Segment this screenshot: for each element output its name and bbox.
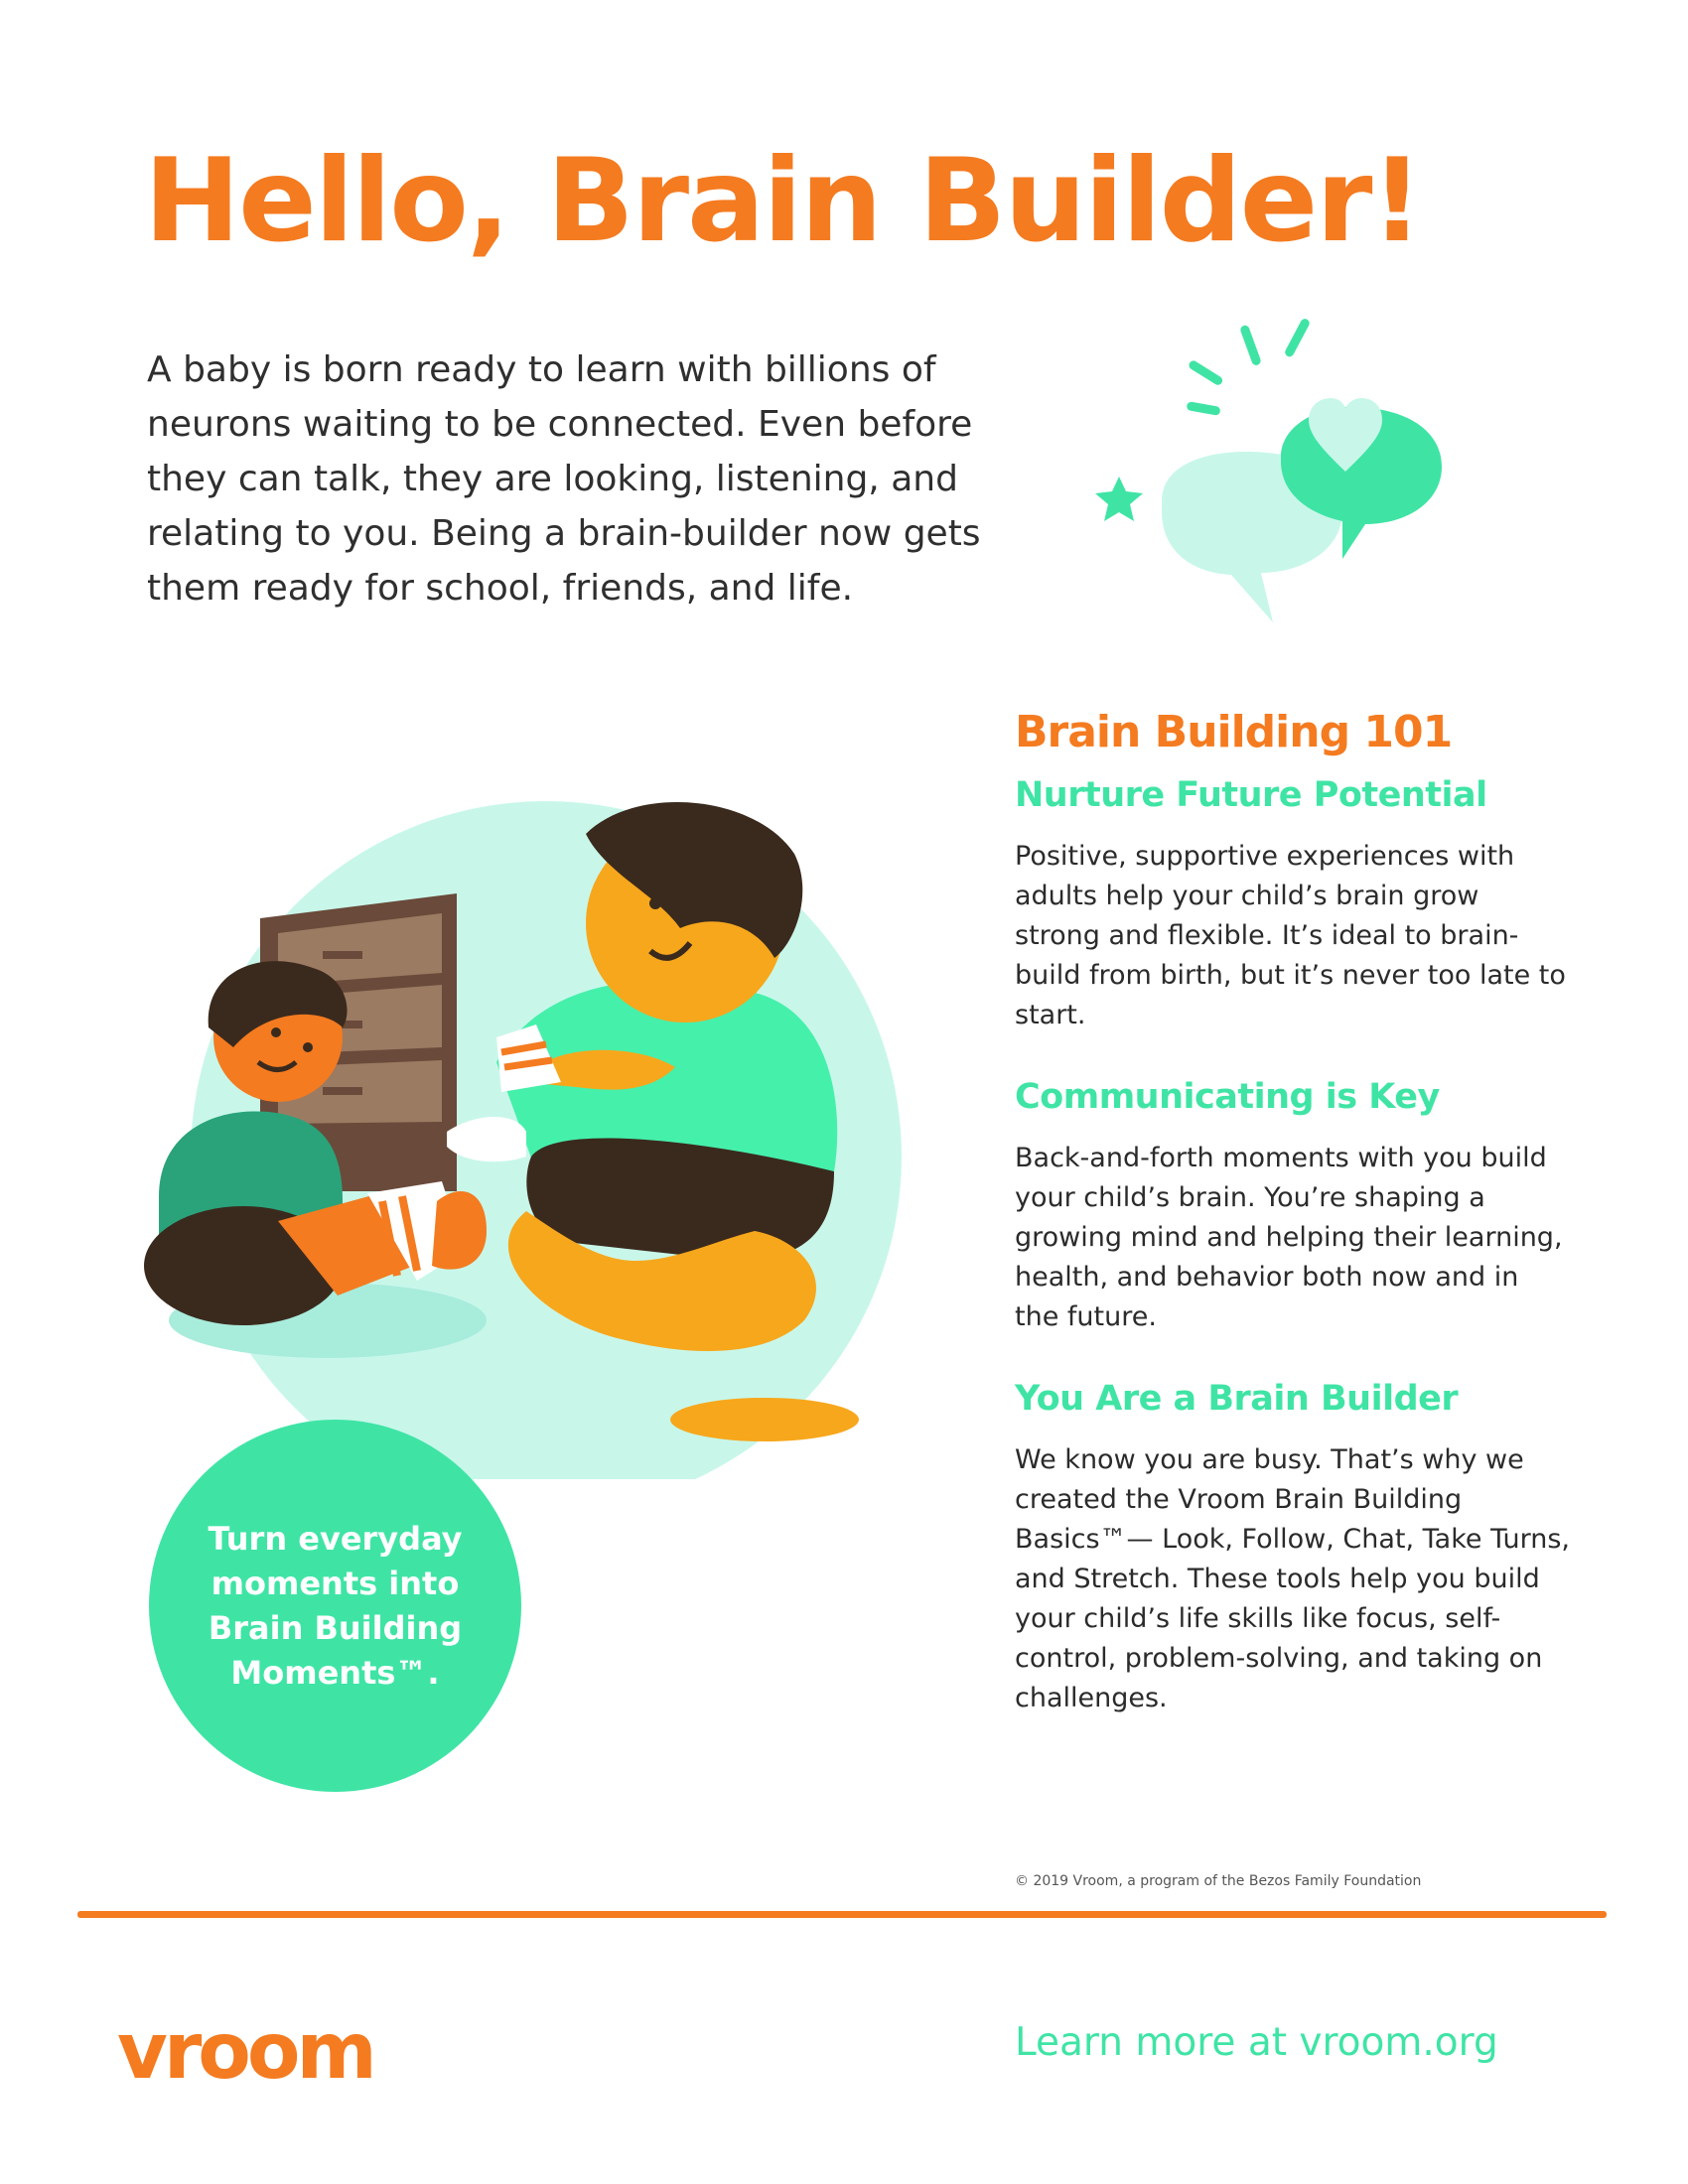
subheading-communicating: Communicating is Key bbox=[1015, 1077, 1440, 1117]
brain-building-section bbox=[1015, 707, 1571, 1760]
sparkle-icon bbox=[1187, 318, 1312, 416]
parent-child-illustration bbox=[119, 764, 943, 1479]
body-brain-builder: We know you are busy. That’s why we created the Vroom Brain Building Basics™— Look, Follow, Chat, Take Turns, and Stretch. These tools help you build your child’s life skills like focus, self-control, problem-solving, and taking on challenges. bbox=[1015, 1444, 1570, 1713]
callout-text: Turn everyday moments into Brain Building Moments™. bbox=[208, 1519, 463, 1692]
page-title: Hello, Brain Builder! bbox=[144, 134, 1422, 268]
svg-text:vroom: vroom bbox=[117, 2010, 373, 2090]
learn-more-link[interactable]: Learn more at vroom.org bbox=[1015, 2020, 1498, 2065]
subheading-brain-builder: You Are a Brain Builder bbox=[1015, 1379, 1459, 1419]
intro-paragraph: A baby is born ready to learn with billions of neurons waiting to be connected. Even before they can talk, they are looking, listening, and relating to you. Being a brain-builder now gets them ready for school, friends, and life. bbox=[147, 349, 981, 609]
copyright-notice: © 2019 Vroom, a program of the Bezos Family Foundation bbox=[1015, 1873, 1422, 1889]
body-communicating: Back-and-forth moments with you build your child’s brain. You’re shaping a growing mind and helping their learning, health, and behavior both now and in the future. bbox=[1015, 1143, 1563, 1332]
star-icon bbox=[1095, 477, 1143, 521]
speech-bubbles-icon bbox=[1033, 313, 1499, 655]
subheading-nurture: Nurture Future Potential bbox=[1015, 775, 1487, 815]
body-nurture: Positive, supportive experiences with adults help your child’s brain grow strong and flexible. It’s ideal to brain-build from birth, but it’s never too late to start. bbox=[1015, 841, 1566, 1030]
vroom-logo bbox=[117, 2010, 415, 2090]
section-title: Brain Building 101 bbox=[1015, 707, 1453, 757]
footer-divider bbox=[77, 1911, 1607, 1918]
callout-circle bbox=[149, 1420, 521, 1792]
